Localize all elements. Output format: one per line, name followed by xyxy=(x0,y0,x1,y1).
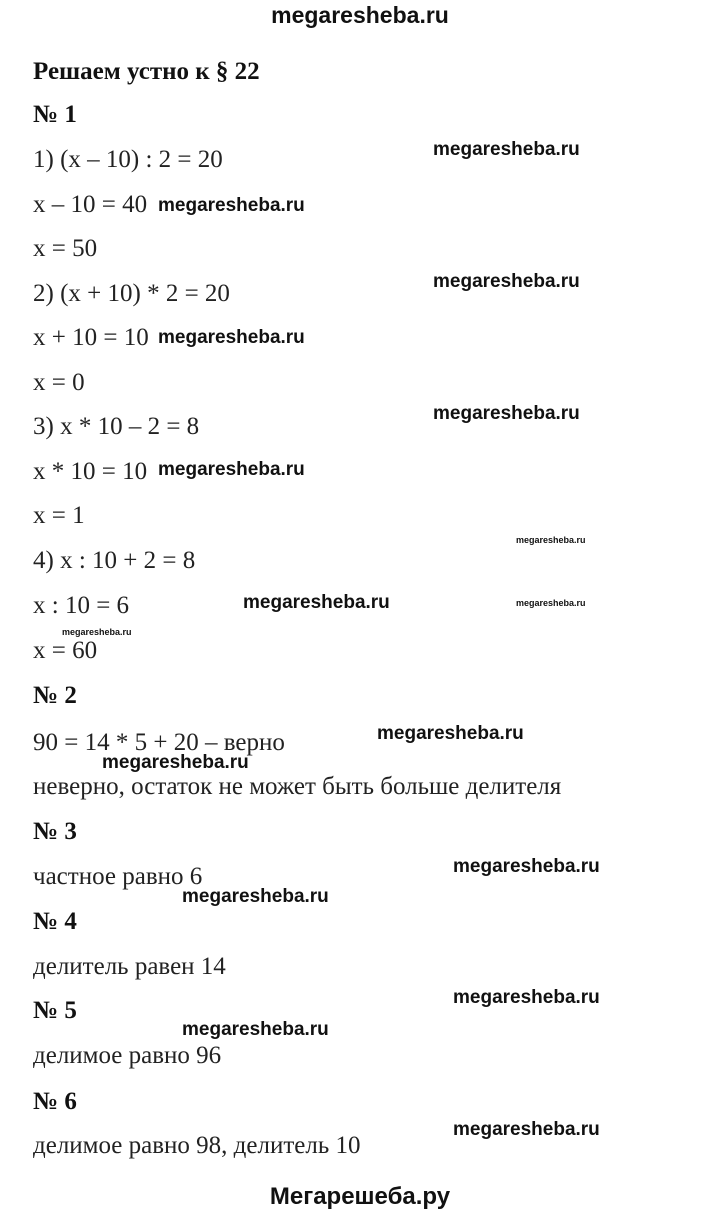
task-1-line-4: 2) (x + 10) * 2 = 20 xyxy=(33,280,230,307)
watermark: megaresheba.ru xyxy=(453,987,600,1008)
task-1-line-11: x : 10 = 6 xyxy=(33,592,130,619)
task-2-line-1: 90 = 14 * 5 + 20 – верно xyxy=(33,729,285,756)
task-1-line-12: x = 60 xyxy=(33,637,98,664)
task-6-heading: № 6 xyxy=(33,1088,77,1115)
task-1-line-8: x * 10 = 10 xyxy=(33,458,148,485)
task-1-line-2: x – 10 = 40 xyxy=(33,191,148,218)
task-1-heading: № 1 xyxy=(33,101,77,128)
watermark: megaresheba.ru xyxy=(516,598,586,608)
watermark: megaresheba.ru xyxy=(243,592,390,613)
task-4-line-1: делитель равен 14 xyxy=(33,953,226,980)
task-5-line-1: делимое равно 96 xyxy=(33,1042,222,1069)
watermark: megaresheba.ru xyxy=(453,1119,600,1140)
site-header: megaresheba.ru xyxy=(271,2,449,28)
watermark: megaresheba.ru xyxy=(62,627,132,637)
watermark: megaresheba.ru xyxy=(182,886,329,907)
task-1-line-10: 4) x : 10 + 2 = 8 xyxy=(33,547,196,574)
watermark: megaresheba.ru xyxy=(453,856,600,877)
task-1-line-9: x = 1 xyxy=(33,502,85,529)
watermark: megaresheba.ru xyxy=(516,535,586,545)
task-1-line-6: x = 0 xyxy=(33,369,85,396)
task-3-heading: № 3 xyxy=(33,818,77,845)
watermark: megaresheba.ru xyxy=(377,723,524,744)
section-title: Решаем устно к § 22 xyxy=(33,58,260,85)
site-footer: Мегарешеба.ру xyxy=(269,1183,451,1210)
watermark: megaresheba.ru xyxy=(433,403,580,424)
task-2-heading: № 2 xyxy=(33,682,77,709)
task-1-line-3: x = 50 xyxy=(33,235,98,262)
watermark: megaresheba.ru xyxy=(158,195,305,216)
watermark: megaresheba.ru xyxy=(102,752,249,773)
watermark: megaresheba.ru xyxy=(182,1019,329,1040)
watermark: megaresheba.ru xyxy=(433,139,580,160)
task-3-line-1: частное равно 6 xyxy=(33,863,203,890)
task-6-line-1: делимое равно 98, делитель 10 xyxy=(33,1132,361,1159)
watermark: megaresheba.ru xyxy=(433,271,580,292)
task-1-line-7: 3) x * 10 – 2 = 8 xyxy=(33,413,200,440)
task-1-line-5: x + 10 = 10 xyxy=(33,324,149,351)
task-5-heading: № 5 xyxy=(33,997,77,1024)
watermark: megaresheba.ru xyxy=(158,327,305,348)
task-2-line-2: неверно, остаток не может быть больше делителя xyxy=(33,773,562,800)
task-4-heading: № 4 xyxy=(33,908,77,935)
watermark: megaresheba.ru xyxy=(158,459,305,480)
task-1-line-1: 1) (x – 10) : 2 = 20 xyxy=(33,146,223,173)
